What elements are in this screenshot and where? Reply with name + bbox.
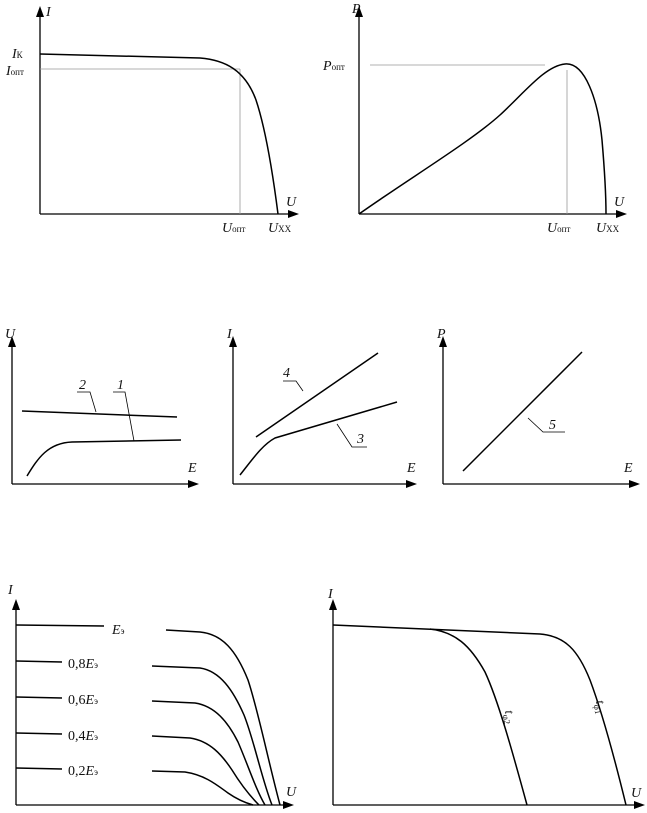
x-axis-arrow xyxy=(188,480,199,488)
curve-t1 xyxy=(333,625,626,805)
curve-e-02 xyxy=(16,768,253,805)
y-axis-label: P xyxy=(352,2,361,17)
uxx-label: UХХ xyxy=(268,221,292,236)
curve-2-label: 2 xyxy=(79,378,86,393)
curve-label-e-full: Eэ xyxy=(112,623,125,638)
curve-3 xyxy=(240,402,397,475)
leader-4 xyxy=(283,381,303,391)
x-axis-label: U xyxy=(286,785,297,800)
panel-pv xyxy=(322,2,627,236)
curve-4 xyxy=(256,353,378,437)
x-axis-label: E xyxy=(188,461,197,476)
panel-ie xyxy=(226,327,417,488)
x-axis-label: E xyxy=(407,461,416,476)
t1-label: $t_{\varphi 1}$ xyxy=(591,698,609,715)
y-axis-label: I xyxy=(227,327,232,342)
y-axis-label: P xyxy=(437,327,446,342)
x-axis-label: U xyxy=(286,195,297,210)
t2-label: $t_{\varphi 2}$ xyxy=(500,708,518,725)
curve-label-e-08: 0,8Eэ xyxy=(68,657,98,672)
x-axis-label: U xyxy=(614,195,625,210)
curve-e-full xyxy=(16,625,280,805)
curve-label-e-06: 0,6Eэ xyxy=(68,693,98,708)
panel-iv xyxy=(5,5,299,236)
curve-2 xyxy=(22,411,177,417)
curve-label-e-02: 0,2Eэ xyxy=(68,764,98,779)
x-axis-arrow xyxy=(288,210,299,218)
curve-5 xyxy=(463,352,582,471)
uopt-label: Uопт xyxy=(222,221,246,236)
curve-3-label: 3 xyxy=(357,432,364,447)
panel-pe xyxy=(436,327,640,488)
leader-5 xyxy=(528,418,565,432)
leader-2 xyxy=(77,392,96,412)
pv-curve xyxy=(359,64,606,214)
ik-label: IК xyxy=(12,47,23,62)
popt-label: Pопт xyxy=(323,59,345,74)
curve-1 xyxy=(27,440,181,476)
x-axis-arrow xyxy=(406,480,417,488)
y-axis-label: U xyxy=(5,327,16,342)
iopt-label: Iопт xyxy=(6,64,24,79)
y-axis-arrow xyxy=(12,599,20,610)
x-axis-arrow xyxy=(616,210,627,218)
panel-temp xyxy=(327,587,645,809)
y-axis-label: I xyxy=(8,583,13,598)
curve-1-label: 1 xyxy=(117,378,124,393)
leader-1 xyxy=(113,392,134,441)
iv-curve xyxy=(40,54,278,214)
curve-4-label: 4 xyxy=(283,366,290,381)
curve-5-label: 5 xyxy=(549,418,556,433)
x-axis-label: U xyxy=(631,786,642,801)
panel-family xyxy=(7,583,297,809)
y-axis-label: I xyxy=(328,587,333,602)
curve-label-e-04: 0,4Eэ xyxy=(68,729,98,744)
y-axis-arrow xyxy=(36,6,44,17)
curve-t2 xyxy=(430,629,527,805)
uopt-label: Uопт xyxy=(547,221,571,236)
x-axis-arrow xyxy=(283,801,294,809)
x-axis-arrow xyxy=(634,801,645,809)
x-axis-label: E xyxy=(624,461,633,476)
y-axis-label: I xyxy=(46,5,51,20)
x-axis-arrow xyxy=(629,480,640,488)
panel-ue xyxy=(5,327,199,488)
curve-e-06 xyxy=(16,697,265,805)
uxx-label: UХХ xyxy=(596,221,620,236)
